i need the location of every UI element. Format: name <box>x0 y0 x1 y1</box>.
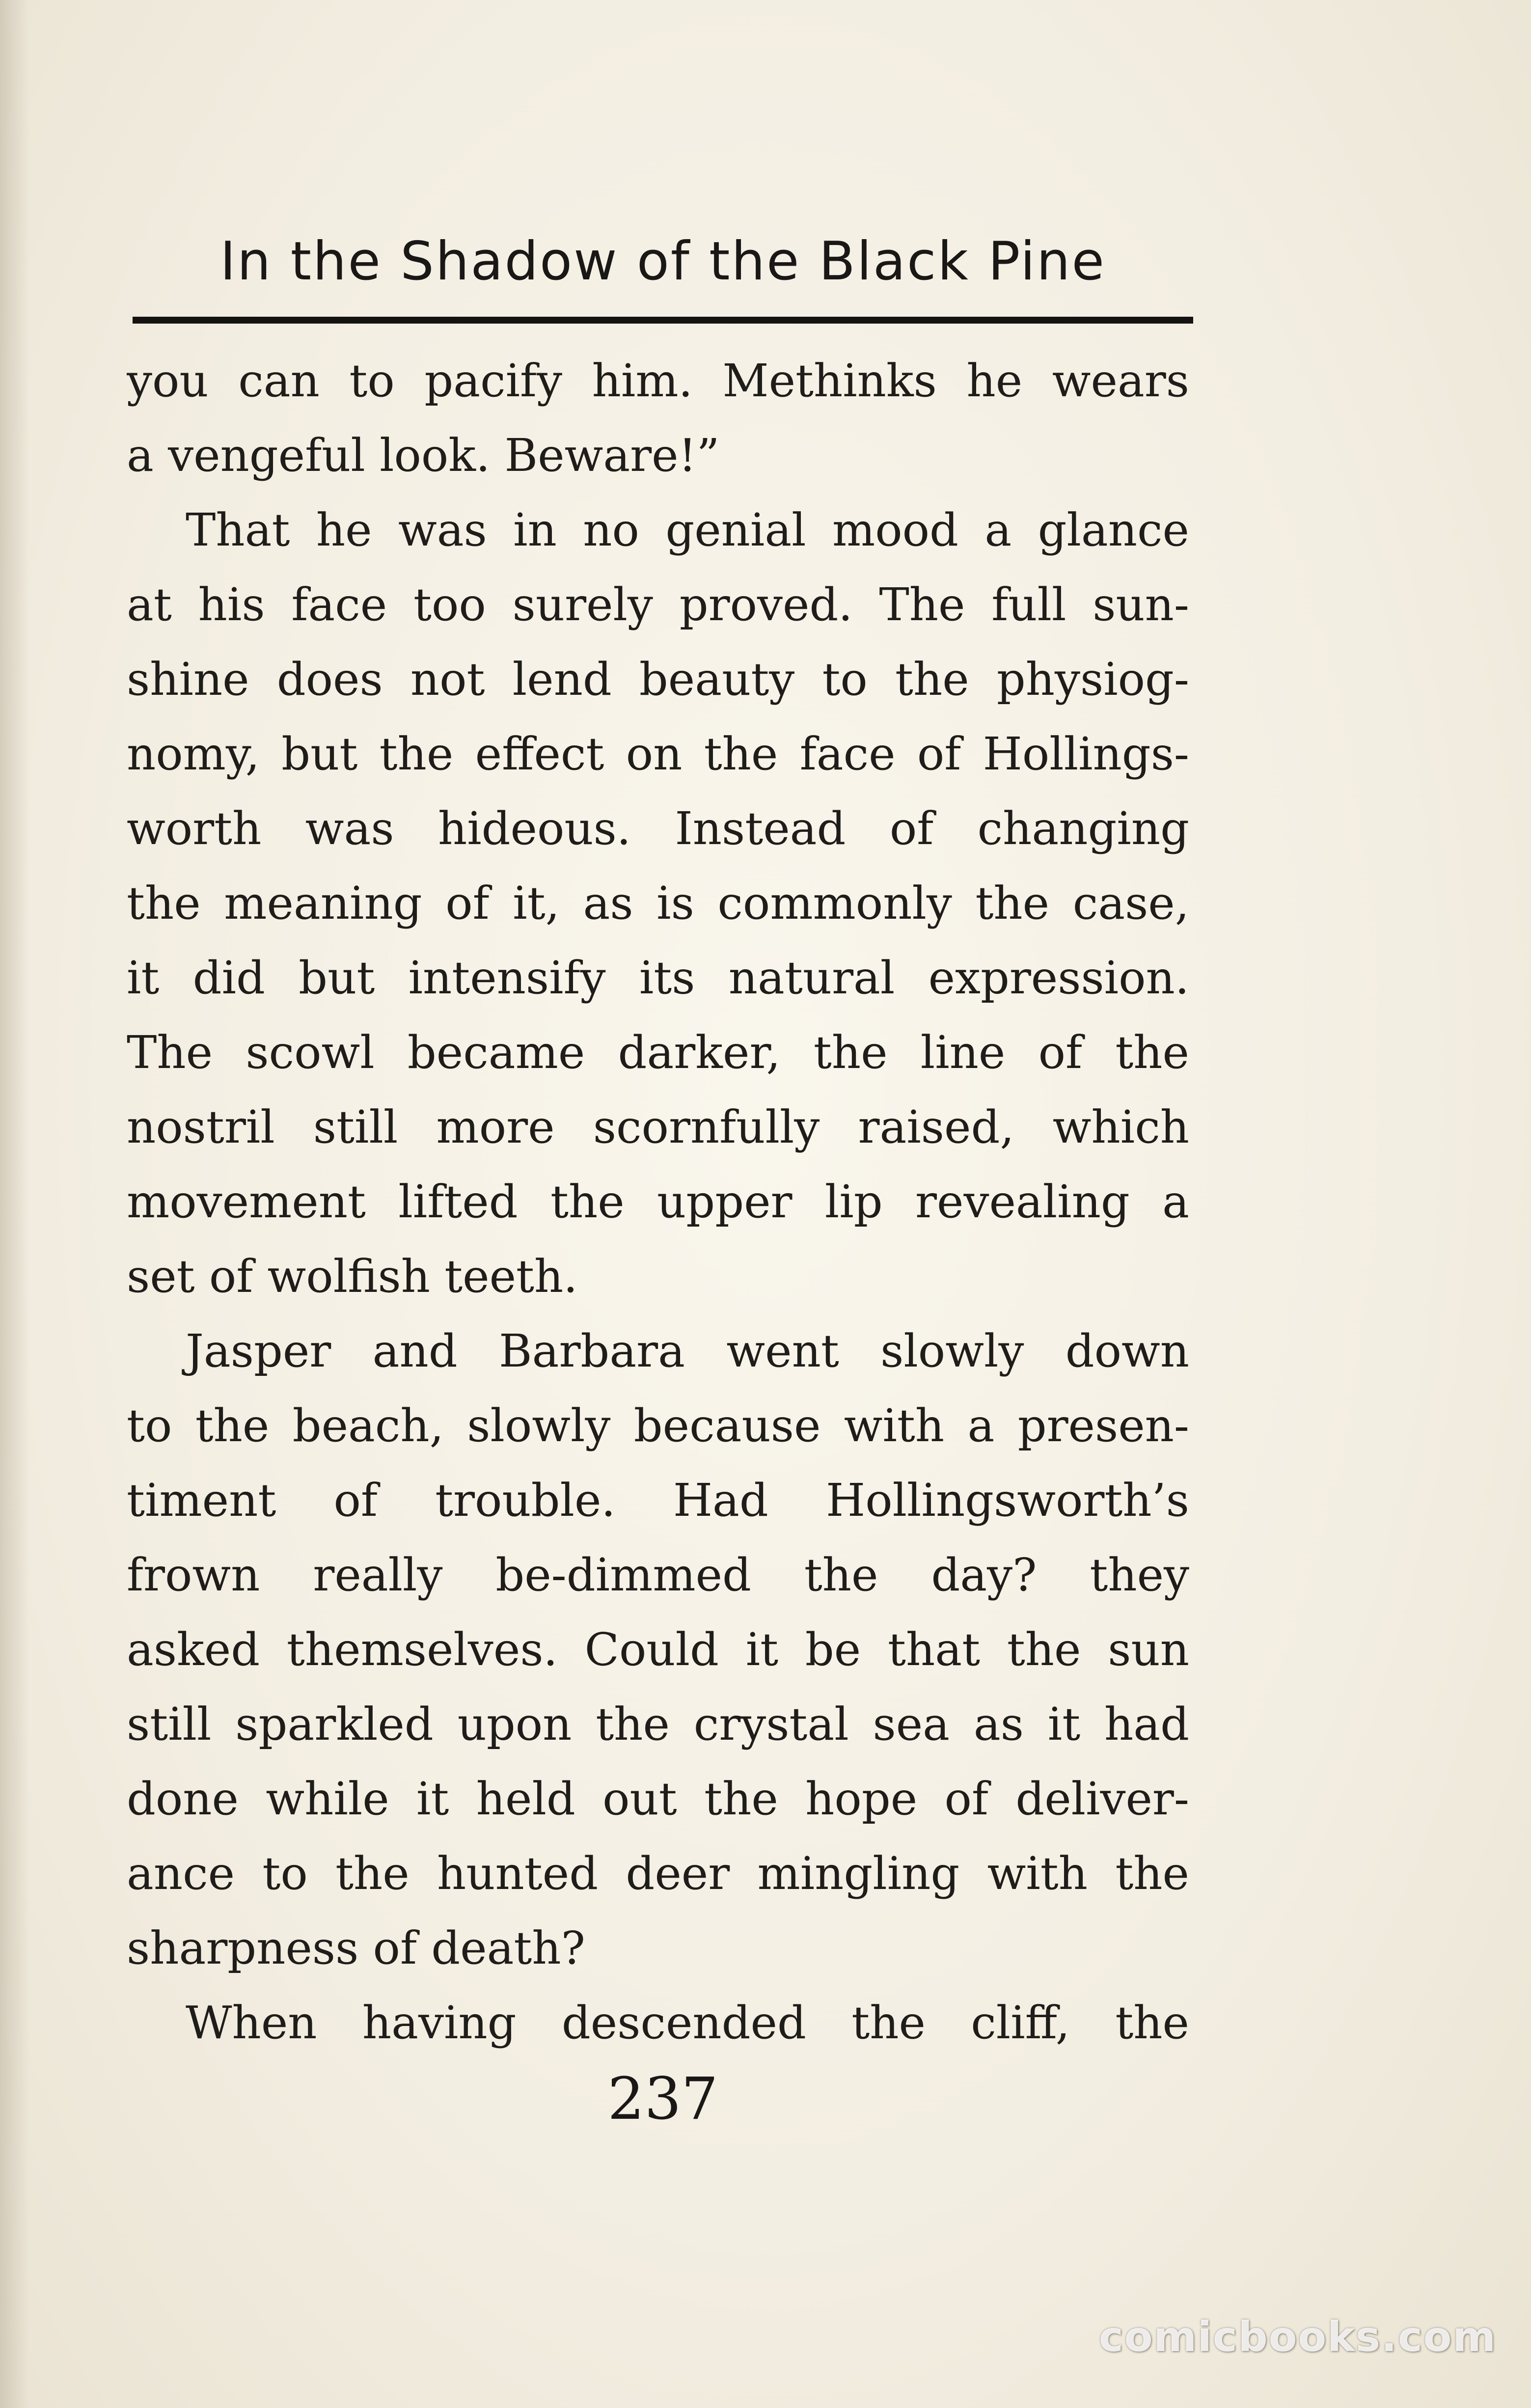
body-text <box>127 344 1189 2060</box>
text-line: movement lifted the upper lip revealing a <box>127 1176 1189 1228</box>
text-line: worth was hideous. Instead of changing <box>127 802 1189 855</box>
text-line: That he was in no genial mood a glance <box>186 504 1189 556</box>
text-line: ance to the hunted deer mingling with the <box>127 1847 1189 1900</box>
text-line: set of wolfish teeth. <box>127 1250 578 1303</box>
text-line: shine does not lend beauty to the physiog- <box>127 653 1189 706</box>
running-head: In the Shadow of the Black Pine <box>220 231 1106 292</box>
text-line: frown really be-dimmed the day? they <box>127 1549 1189 1601</box>
text-line: you can to pacify him. Methinks he wears <box>127 355 1189 407</box>
text-line: a vengeful look. Beware!” <box>127 429 720 482</box>
text-line: nomy, but the effect on the face of Hollings- <box>127 728 1189 780</box>
watermark-text: comicbooks.com <box>1099 2313 1497 2361</box>
text-line: The scowl became darker, the line of the <box>127 1026 1189 1079</box>
text-line: the meaning of it, as is commonly the case, <box>127 877 1189 930</box>
text-line: at his face too surely proved. The full sun- <box>127 578 1189 631</box>
text-line: timent of trouble. Had Hollingsworth’s <box>127 1474 1189 1527</box>
header-rule <box>133 317 1193 324</box>
text-line: still sparkled upon the crystal sea as it had <box>127 1698 1189 1751</box>
page-number: 237 <box>607 2065 718 2133</box>
text-line: done while it held out the hope of deliver- <box>127 1773 1189 1825</box>
text-line: sharpness of death? <box>127 1922 585 1974</box>
text-line: When having descended the cliff, the <box>186 1997 1189 2049</box>
text-line: nostril still more scornfully raised, which <box>127 1101 1189 1153</box>
spine-shadow <box>0 0 29 2408</box>
text-line: it did but intensify its natural expression. <box>127 952 1189 1004</box>
text-line: to the beach, slowly because with a presen- <box>127 1399 1189 1452</box>
text-line: Jasper and Barbara went slowly down <box>186 1325 1189 1377</box>
text-line: asked themselves. Could it be that the sun <box>127 1623 1189 1676</box>
